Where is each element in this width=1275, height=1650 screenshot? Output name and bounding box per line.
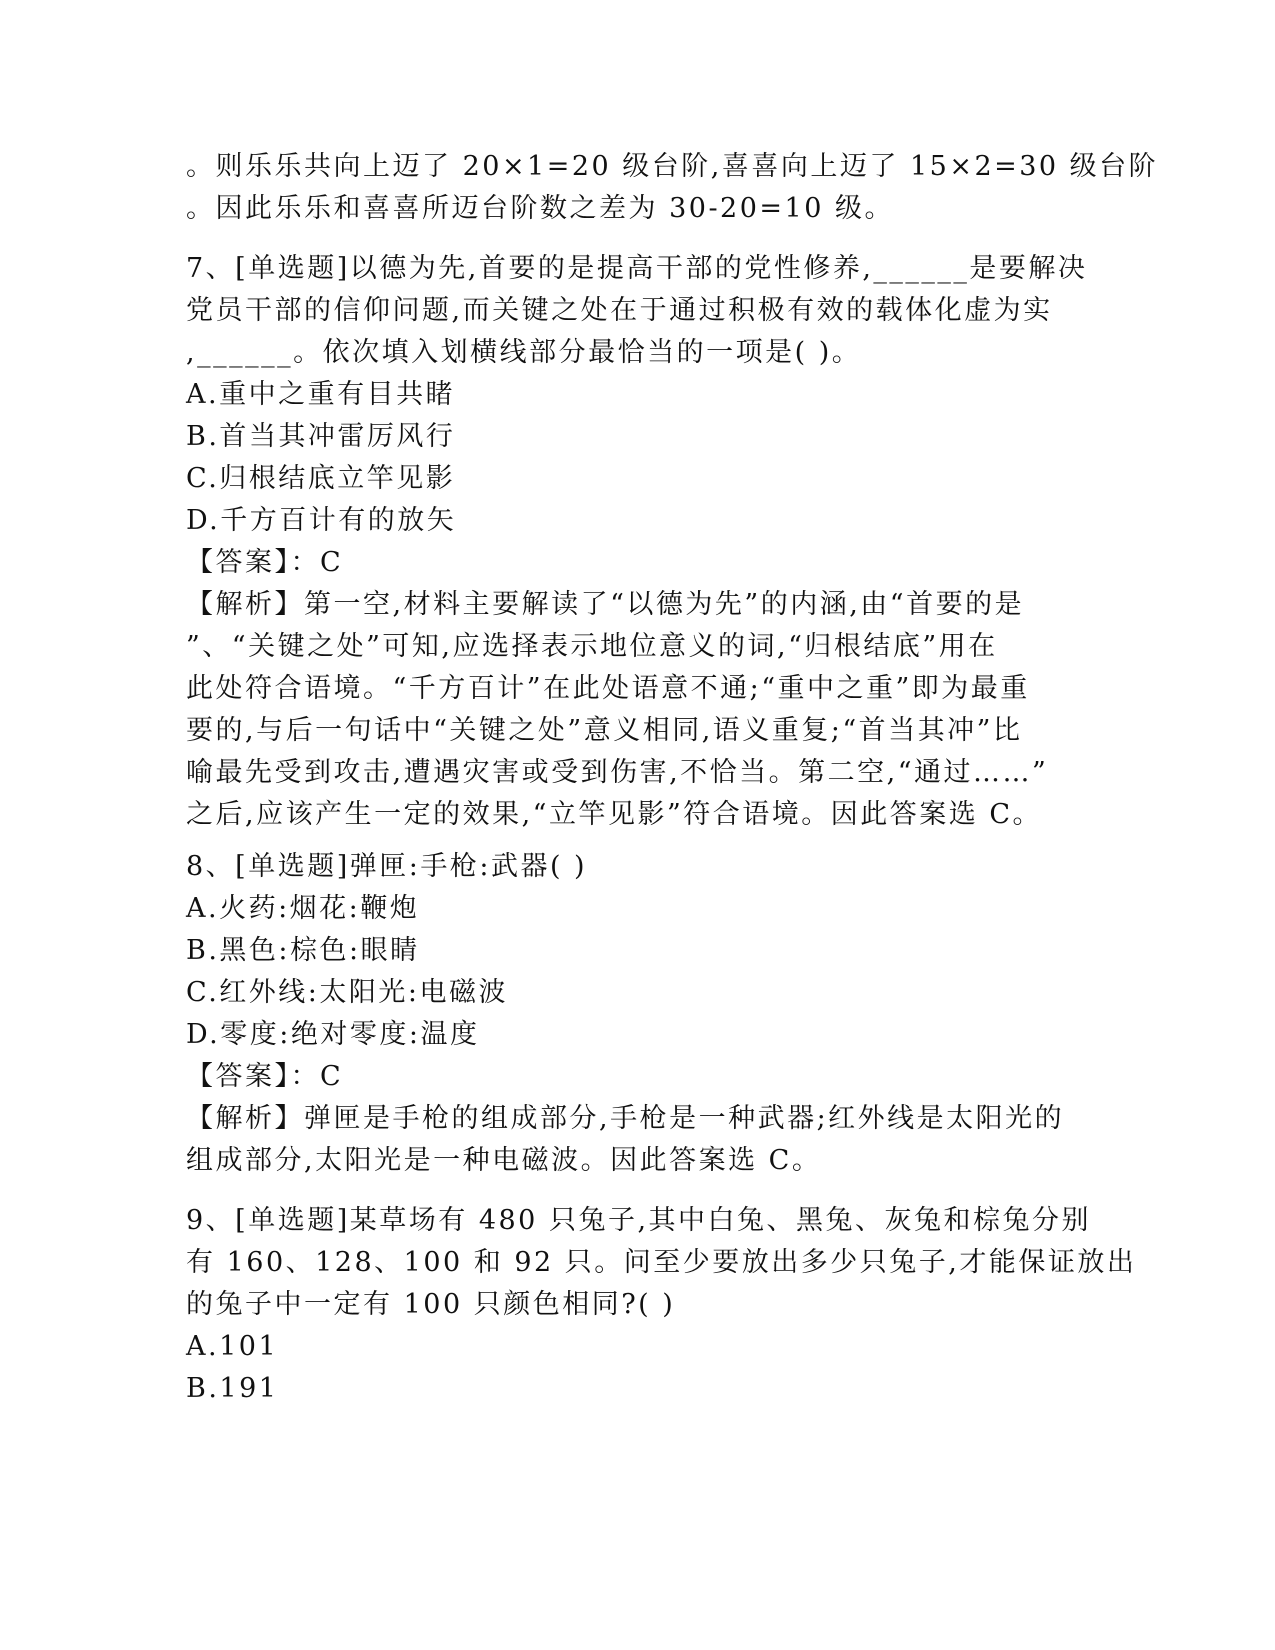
option-c: C.归根结底立竿见影 [186, 463, 456, 494]
analysis-line: 之后,应该产生一定的效果,“立竿见影”符合语境。因此答案选 C。 [186, 799, 1043, 830]
option-a: A.101 [186, 1331, 279, 1362]
question-stem: 的兔子中一定有 100 只颜色相同?( ) [186, 1289, 676, 1320]
question-9 [186, 1200, 1137, 1410]
option-a: A.火药:烟花:鞭炮 [186, 893, 420, 924]
analysis-line: 【解析】第一空,材料主要解读了“以德为先”的内涵,由“首要的是 [186, 589, 1025, 620]
analysis-line: 【解析】弹匣是手枪的组成部分,手枪是一种武器;红外线是太阳光的 [186, 1103, 1065, 1134]
option-b: B.首当其冲雷厉风行 [186, 421, 456, 452]
question-stem: 党员干部的信仰问题,而关键之处在于通过积极有效的载体化虚为实 [186, 295, 1053, 326]
analysis-line: 喻最先受到攻击,遭遇灾害或受到伤害,不恰当。第二空,“通过……” [186, 757, 1049, 788]
question-7 [186, 248, 1086, 836]
option-b: B.黑色:棕色:眼睛 [186, 935, 420, 966]
answer-line: 【答案】：C [186, 1061, 344, 1092]
question-stem: 7、[单选题]以德为先,首要的是提高干部的党性修养,______是要解决 [186, 253, 1088, 284]
previous-explanation [186, 146, 1159, 230]
question-stem: ,______。依次填入划横线部分最恰当的一项是( )。 [186, 337, 862, 368]
analysis-line: 组成部分,太阳光是一种电磁波。因此答案选 C。 [186, 1145, 822, 1176]
analysis-line: 此处符合语境。“千方百计”在此处语意不通;“重中之重”即为最重 [186, 673, 1030, 704]
option-b: B.191 [186, 1373, 279, 1404]
text-line: 。因此乐乐和喜喜所迈台阶数之差为 30-20=10 级。 [186, 193, 894, 224]
analysis-line: 要的,与后一句话中“关键之处”意义相同,语义重复;“首当其冲”比 [186, 715, 1023, 746]
answer-line: 【答案】：C [186, 547, 344, 578]
option-c: C.红外线:太阳光:电磁波 [186, 977, 508, 1008]
question-stem: 有 160、128、100 和 92 只。问至少要放出多少只兔子,才能保证放出 [186, 1247, 1137, 1278]
text-line: 。则乐乐共向上迈了 20×1=20 级台阶,喜喜向上迈了 15×2=30 级台阶 [186, 151, 1159, 182]
question-8 [186, 846, 1086, 1182]
question-stem: 9、[单选题]某草场有 480 只兔子,其中白兔、黑兔、灰兔和棕兔分别 [186, 1205, 1092, 1236]
option-a: A.重中之重有目共睹 [186, 379, 456, 410]
option-d: D.零度:绝对零度:温度 [186, 1019, 480, 1050]
page-content [186, 146, 1159, 1410]
analysis-line: ”、“关键之处”可知,应选择表示地位意义的词,“归根结底”用在 [186, 631, 998, 662]
option-d: D.千方百计有的放矢 [186, 505, 457, 536]
question-stem: 8、[单选题]弹匣:手枪:武器( ) [186, 851, 588, 882]
